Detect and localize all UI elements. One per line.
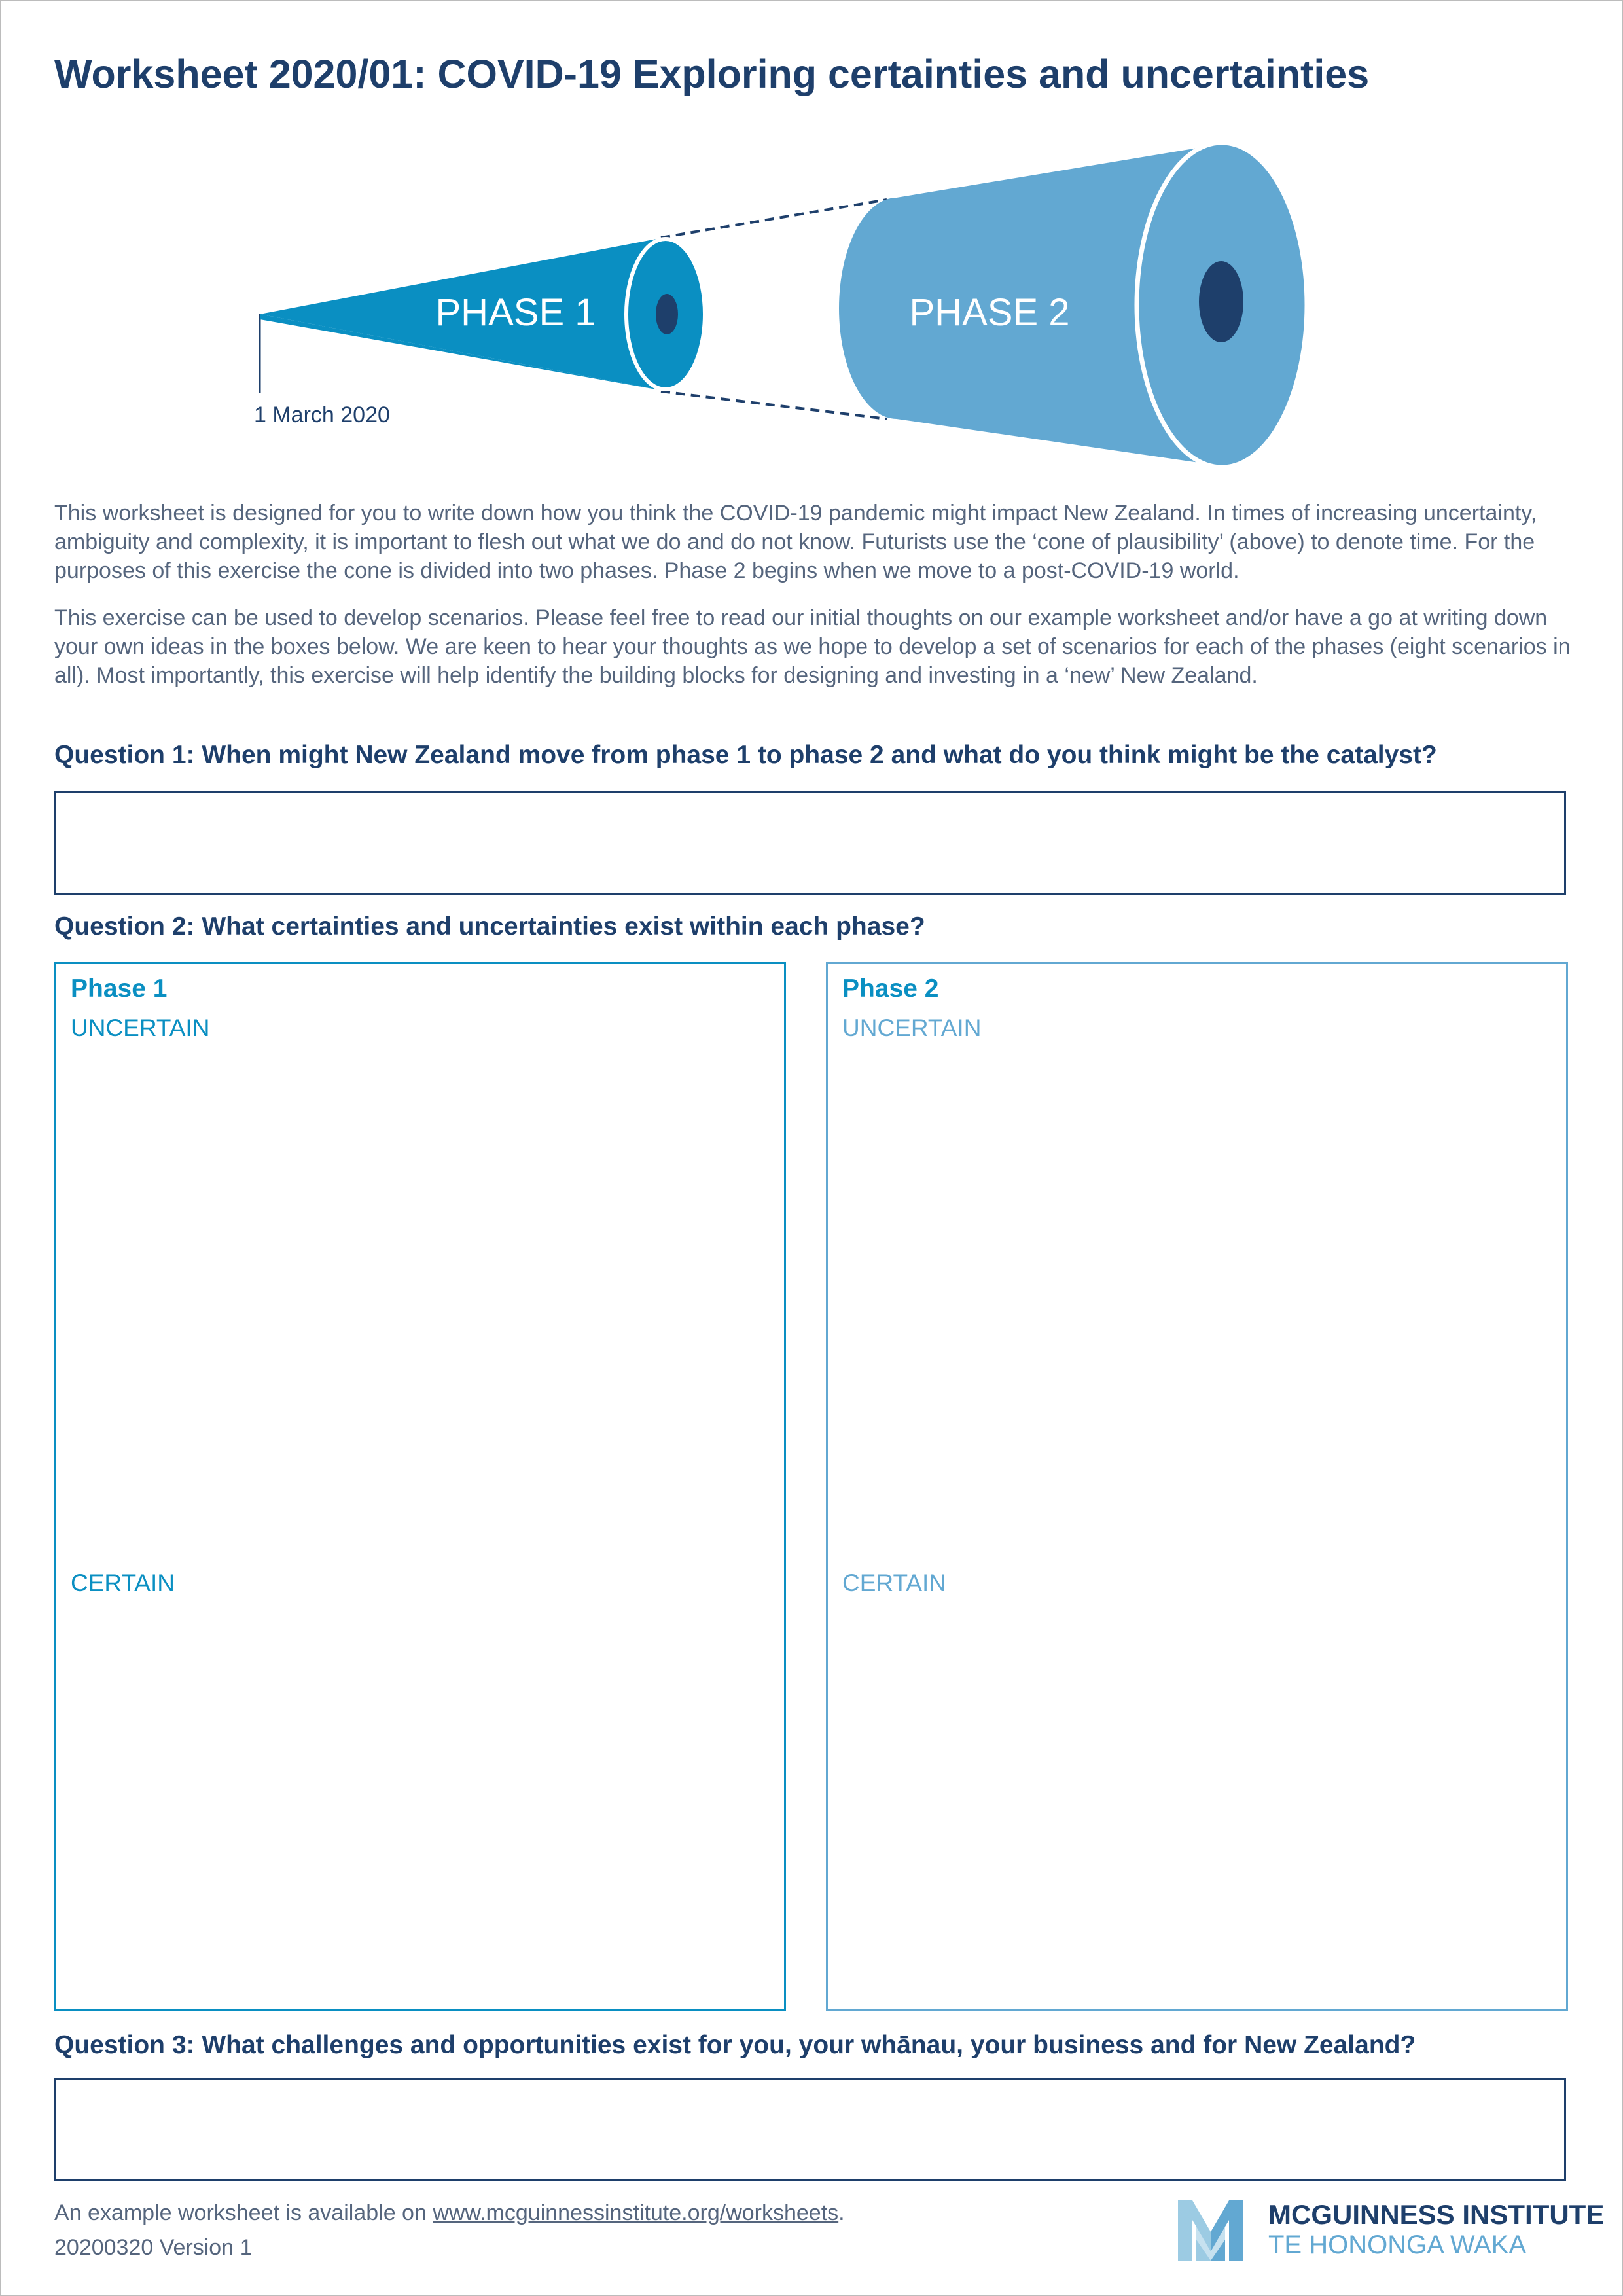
cone-connector-bottom [661,391,887,419]
version-label: 20200320 Version 1 [54,2235,253,2260]
phase1-certain-label: CERTAIN [71,1570,175,1596]
mcguinness-institute-logo [1178,2199,1605,2265]
question-2: Question 2: What certainties and uncertainties exist within each phase? [54,912,925,941]
phase2-label: PHASE 2 [909,291,1070,334]
intro-paragraph-2: This exercise can be used to develop scenarios. Please feel free to read our initial thoughts on our example worksheet and/or have a go at writing down your own ideas in the boxes below. We are keen to hear your thoughts as we hope to develop a set of scenarios for each of the phases (eight scenarios in all). Most importantly, this exercise will help identify the building blocks for designing and investing in a ‘new’ New Zealand. [54,605,1571,688]
worksheets-link[interactable]: www.mcguinnessinstitute.org/worksheets [433,2200,839,2225]
example-note-suffix: . [838,2200,845,2225]
logo-subtitle: TE HONONGA WAKA [1268,2231,1527,2259]
phase1-answer-box[interactable] [54,962,786,2011]
intro-paragraph-1: This worksheet is designed for you to write down how you think the COVID-19 pandemic might impact New Zealand. In times of increasing uncertainty, ambiguity and complexity, it is important to flesh out what we do and do not know. Futurists use the ‘cone of plausibility’ (above) to denote time. For the purposes of this exercise the cone is divided into two phases. Phase 2 begins when we move to a post-COVID-19 world. [54,501,1537,583]
question-1: Question 1: When might New Zealand move from phase 1 to phase 2 and what do you think might be the catalyst? [54,741,1437,769]
phase1-title: Phase 1 [71,975,168,1003]
logo-name: MCGUINNESS INSTITUTE [1268,2199,1605,2230]
page-title: Worksheet 2020/01: COVID-19 Exploring certainties and uncertainties [54,52,1370,96]
example-note-prefix: An example worksheet is available on [54,2200,433,2225]
phase2-answer-box[interactable] [826,962,1568,2011]
phase2-core [1199,261,1243,342]
phase1-uncertain-label: UNCERTAIN [71,1014,210,1041]
question-3-answer-box[interactable] [54,2078,1566,2181]
start-date-label: 1 March 2020 [254,403,390,427]
m-logo-icon [1178,2200,1243,2263]
phase2-uncertain-label: UNCERTAIN [842,1014,982,1041]
cone-connector-top [661,200,887,238]
phase1-label: PHASE 1 [435,291,596,334]
question-1-answer-box[interactable] [54,791,1566,895]
question-3: Question 3: What challenges and opportunities exist for you, your whānau, your business and for New Zealand? [54,2031,1416,2059]
example-worksheet-note [54,2200,845,2226]
phase2-title: Phase 2 [842,975,939,1003]
phase2-certain-label: CERTAIN [842,1570,946,1596]
phase1-core [656,294,678,334]
cone-of-plausibility-diagram [0,118,1623,484]
